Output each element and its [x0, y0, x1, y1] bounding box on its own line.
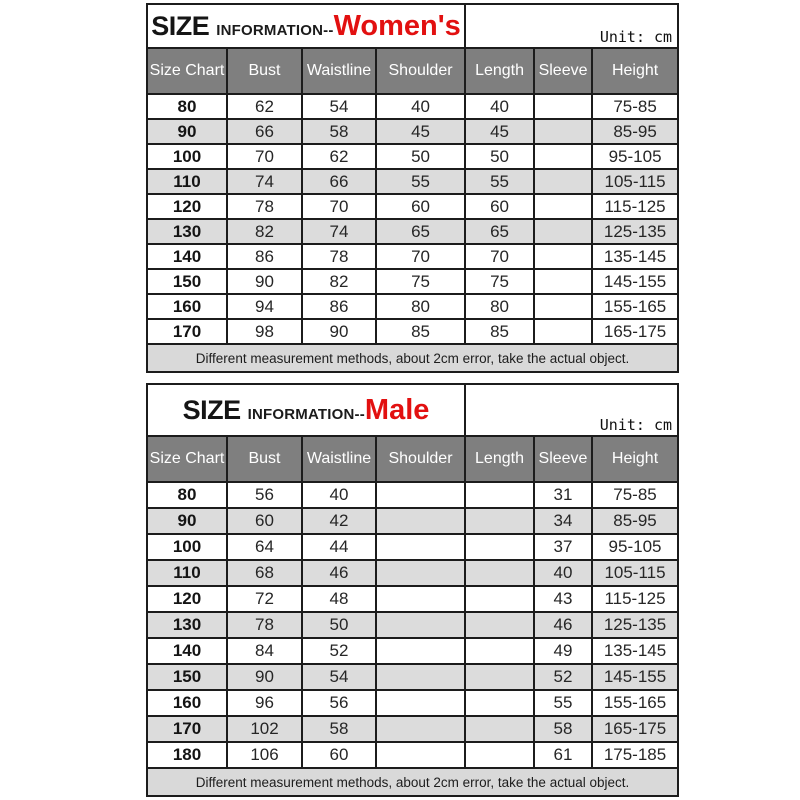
table-cell: 82: [302, 269, 376, 294]
table-cell: 70: [227, 144, 302, 169]
table-cell: [376, 664, 465, 690]
size-chart-cell: 80: [147, 482, 227, 508]
table-row: [147, 664, 678, 690]
table-cell: 70: [302, 194, 376, 219]
table-cell: 135-145: [592, 638, 678, 664]
column-header-height: Height: [592, 48, 678, 94]
size-chart-cell: 140: [147, 244, 227, 269]
table-cell: 56: [302, 690, 376, 716]
title-group-name: Male: [364, 393, 430, 426]
table-cell: [465, 586, 534, 612]
table-cell: 145-155: [592, 664, 678, 690]
column-header-waistline: Waistline: [302, 48, 376, 94]
table-cell: 66: [227, 119, 302, 144]
table-row: [147, 319, 678, 344]
table-cell: 62: [227, 94, 302, 119]
table-cell: 135-145: [592, 244, 678, 269]
size-chart-cell: 140: [147, 638, 227, 664]
table-cell: 52: [302, 638, 376, 664]
table-cell: 90: [227, 269, 302, 294]
table-row: [147, 94, 678, 119]
table-row: [147, 269, 678, 294]
table-cell: 84: [227, 638, 302, 664]
table-row: [147, 742, 678, 768]
column-header-length: Length: [465, 48, 534, 94]
table-cell: 86: [227, 244, 302, 269]
size-chart-cell: 80: [147, 94, 227, 119]
table-cell: 75-85: [592, 482, 678, 508]
table-cell: [465, 664, 534, 690]
column-header-length: Length: [465, 436, 534, 482]
table-row: [147, 586, 678, 612]
table-cell: 95-105: [592, 534, 678, 560]
table-title: [147, 384, 465, 436]
table-cell: 90: [302, 319, 376, 344]
table-cell: 155-165: [592, 690, 678, 716]
table-cell: 86: [302, 294, 376, 319]
title-group-name: Women's: [333, 9, 461, 42]
column-header-height: Height: [592, 436, 678, 482]
table-cell: 50: [465, 144, 534, 169]
table-row: [147, 119, 678, 144]
table-cell: 64: [227, 534, 302, 560]
size-chart-cell: 120: [147, 194, 227, 219]
table-cell: [465, 742, 534, 768]
table-cell: [376, 716, 465, 742]
table-cell: 75: [465, 269, 534, 294]
table-cell: 85-95: [592, 119, 678, 144]
size-chart-cell: 110: [147, 560, 227, 586]
table-cell: 98: [227, 319, 302, 344]
table-cell: [465, 612, 534, 638]
table-cell: 49: [534, 638, 592, 664]
table-cell: 60: [227, 508, 302, 534]
table-cell: [376, 508, 465, 534]
table-cell: 105-115: [592, 169, 678, 194]
table-cell: 145-155: [592, 269, 678, 294]
table-cell: 125-135: [592, 219, 678, 244]
table-cell: 40: [376, 94, 465, 119]
table-cell: 70: [465, 244, 534, 269]
unit-cell: [465, 4, 678, 48]
table-cell: 155-165: [592, 294, 678, 319]
table-cell: 82: [227, 219, 302, 244]
table-cell: 115-125: [592, 194, 678, 219]
table-cell: 78: [302, 244, 376, 269]
table-cell: 115-125: [592, 586, 678, 612]
womens-size-table: [146, 3, 679, 373]
table-cell: 78: [227, 194, 302, 219]
table-cell: [534, 144, 592, 169]
title-information-text: INFORMATION--: [247, 405, 365, 423]
table-cell: [376, 690, 465, 716]
table-cell: 45: [465, 119, 534, 144]
column-header-size-chart: Size Chart: [147, 48, 227, 94]
column-header-shoulder: Shoulder: [376, 436, 465, 482]
table-cell: 55: [465, 169, 534, 194]
table-cell: 70: [376, 244, 465, 269]
table-note-row: [147, 768, 678, 796]
table-cell: 72: [227, 586, 302, 612]
table-cell: 40: [302, 482, 376, 508]
table-title: [147, 4, 465, 48]
size-chart-cell: 130: [147, 219, 227, 244]
table-row: [147, 169, 678, 194]
table-cell: 61: [534, 742, 592, 768]
table-cell: 43: [534, 586, 592, 612]
table-cell: 165-175: [592, 319, 678, 344]
size-chart-cell: 90: [147, 119, 227, 144]
table-cell: [376, 534, 465, 560]
table-cell: 54: [302, 94, 376, 119]
table-cell: 44: [302, 534, 376, 560]
table-note-row: [147, 344, 678, 372]
size-chart-cell: 150: [147, 664, 227, 690]
size-chart-cell: 160: [147, 294, 227, 319]
table-cell: [534, 169, 592, 194]
table-row: [147, 508, 678, 534]
table-cell: 74: [302, 219, 376, 244]
table-cell: [465, 508, 534, 534]
table-row: [147, 219, 678, 244]
table-cell: 52: [534, 664, 592, 690]
table-cell: [465, 534, 534, 560]
measurement-note: Different measurement methods, about 2cm error, take the actual object.: [147, 344, 678, 372]
size-chart-cell: 160: [147, 690, 227, 716]
table-cell: 106: [227, 742, 302, 768]
title-size-text: SIZE: [151, 10, 210, 41]
table-cell: 42: [302, 508, 376, 534]
table-header-row: [147, 48, 678, 94]
table-cell: 58: [534, 716, 592, 742]
table-cell: [465, 560, 534, 586]
table-cell: 94: [227, 294, 302, 319]
table-cell: [465, 638, 534, 664]
unit-label: Unit: cm: [599, 28, 673, 46]
size-chart-cell: 150: [147, 269, 227, 294]
table-cell: 40: [534, 560, 592, 586]
table-row: [147, 716, 678, 742]
table-cell: 80: [465, 294, 534, 319]
table-cell: 65: [465, 219, 534, 244]
table-cell: 46: [302, 560, 376, 586]
table-cell: 105-115: [592, 560, 678, 586]
table-cell: [534, 319, 592, 344]
table-cell: 48: [302, 586, 376, 612]
size-chart-cell: 120: [147, 586, 227, 612]
table-cell: 85: [465, 319, 534, 344]
table-cell: 54: [302, 664, 376, 690]
table-cell: 50: [302, 612, 376, 638]
column-header-sleeve: Sleeve: [534, 436, 592, 482]
table-cell: [534, 194, 592, 219]
table-cell: 95-105: [592, 144, 678, 169]
table-cell: 34: [534, 508, 592, 534]
table-cell: 62: [302, 144, 376, 169]
table-cell: [534, 244, 592, 269]
table-cell: 85: [376, 319, 465, 344]
unit-label: Unit: cm: [599, 416, 673, 434]
table-row: [147, 294, 678, 319]
table-cell: 175-185: [592, 742, 678, 768]
table-cell: 31: [534, 482, 592, 508]
table-cell: [465, 482, 534, 508]
table-cell: 165-175: [592, 716, 678, 742]
table-cell: 78: [227, 612, 302, 638]
table-cell: 60: [376, 194, 465, 219]
table-cell: 60: [465, 194, 534, 219]
table-row: [147, 194, 678, 219]
table-title-row: [147, 384, 678, 436]
table-row: [147, 612, 678, 638]
table-cell: 56: [227, 482, 302, 508]
table-cell: 40: [465, 94, 534, 119]
table-cell: [534, 269, 592, 294]
table-cell: [465, 716, 534, 742]
table-cell: 50: [376, 144, 465, 169]
table-cell: [376, 586, 465, 612]
table-cell: [534, 294, 592, 319]
column-header-bust: Bust: [227, 48, 302, 94]
table-row: [147, 244, 678, 269]
table-cell: [376, 742, 465, 768]
table-cell: 75: [376, 269, 465, 294]
table-cell: [376, 560, 465, 586]
size-chart-cell: 180: [147, 742, 227, 768]
table-cell: 46: [534, 612, 592, 638]
table-row: [147, 144, 678, 169]
male-size-table: [146, 383, 679, 797]
table-header-row: [147, 436, 678, 482]
size-chart-cell: 170: [147, 319, 227, 344]
table-cell: 37: [534, 534, 592, 560]
size-chart-cell: 90: [147, 508, 227, 534]
table-cell: 45: [376, 119, 465, 144]
column-header-shoulder: Shoulder: [376, 48, 465, 94]
table-cell: 74: [227, 169, 302, 194]
table-cell: [534, 219, 592, 244]
table-title-row: [147, 4, 678, 48]
title-size-text: SIZE: [182, 394, 241, 425]
table-row: [147, 534, 678, 560]
table-cell: 125-135: [592, 612, 678, 638]
table-cell: 102: [227, 716, 302, 742]
size-chart-cell: 100: [147, 144, 227, 169]
unit-cell: [465, 384, 678, 436]
table-cell: 60: [302, 742, 376, 768]
table-cell: 90: [227, 664, 302, 690]
table-row: [147, 560, 678, 586]
table-cell: 55: [534, 690, 592, 716]
table-row: [147, 690, 678, 716]
table-cell: 65: [376, 219, 465, 244]
column-header-sleeve: Sleeve: [534, 48, 592, 94]
table-cell: [376, 638, 465, 664]
table-cell: 75-85: [592, 94, 678, 119]
size-chart-cell: 170: [147, 716, 227, 742]
table-row: [147, 482, 678, 508]
table-cell: 58: [302, 716, 376, 742]
size-chart-cell: 130: [147, 612, 227, 638]
table-cell: [534, 119, 592, 144]
table-cell: 80: [376, 294, 465, 319]
title-information-text: INFORMATION--: [216, 21, 334, 39]
table-cell: [465, 690, 534, 716]
table-cell: 96: [227, 690, 302, 716]
table-cell: 68: [227, 560, 302, 586]
table-cell: [534, 94, 592, 119]
table-row: [147, 638, 678, 664]
column-header-bust: Bust: [227, 436, 302, 482]
table-cell: [376, 612, 465, 638]
size-chart-cell: 100: [147, 534, 227, 560]
table-cell: 85-95: [592, 508, 678, 534]
measurement-note: Different measurement methods, about 2cm error, take the actual object.: [147, 768, 678, 796]
table-cell: 58: [302, 119, 376, 144]
table-cell: [376, 482, 465, 508]
size-chart-cell: 110: [147, 169, 227, 194]
table-cell: 55: [376, 169, 465, 194]
table-cell: 66: [302, 169, 376, 194]
column-header-size-chart: Size Chart: [147, 436, 227, 482]
column-header-waistline: Waistline: [302, 436, 376, 482]
